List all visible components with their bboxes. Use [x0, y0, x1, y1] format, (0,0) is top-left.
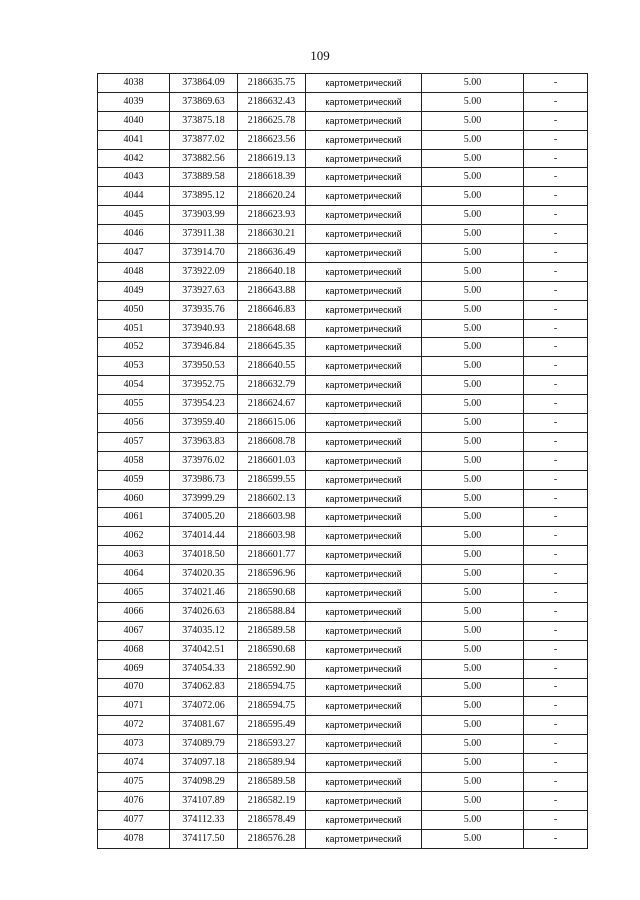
y-coordinate-cell: 2186624.67 [238, 395, 306, 414]
point-number-cell: 4075 [98, 772, 170, 791]
table-row [98, 508, 588, 527]
table-row [98, 319, 588, 338]
x-coordinate-cell: 374107.89 [170, 791, 238, 810]
y-coordinate-cell: 2186576.28 [238, 829, 306, 848]
x-coordinate-cell: 374072.06 [170, 697, 238, 716]
accuracy-cell: 5.00 [422, 130, 524, 149]
accuracy-cell: 5.00 [422, 187, 524, 206]
method-cell: картометрический [306, 489, 422, 508]
table-row [98, 376, 588, 395]
method-cell: картометрический [306, 791, 422, 810]
note-cell: - [524, 187, 588, 206]
x-coordinate-cell: 374117.50 [170, 829, 238, 848]
table-row [98, 244, 588, 263]
point-number-cell: 4051 [98, 319, 170, 338]
y-coordinate-cell: 2186625.78 [238, 111, 306, 130]
note-cell: - [524, 225, 588, 244]
point-number-cell: 4056 [98, 414, 170, 433]
note-cell: - [524, 791, 588, 810]
table-row [98, 111, 588, 130]
point-number-cell: 4039 [98, 92, 170, 111]
accuracy-cell: 5.00 [422, 791, 524, 810]
accuracy-cell: 5.00 [422, 168, 524, 187]
method-cell: картометрический [306, 432, 422, 451]
y-coordinate-cell: 2186582.19 [238, 791, 306, 810]
accuracy-cell: 5.00 [422, 678, 524, 697]
table-row [98, 489, 588, 508]
x-coordinate-cell: 374021.46 [170, 584, 238, 603]
table-row [98, 357, 588, 376]
y-coordinate-cell: 2186594.75 [238, 678, 306, 697]
note-cell: - [524, 602, 588, 621]
point-number-cell: 4071 [98, 697, 170, 716]
point-number-cell: 4041 [98, 130, 170, 149]
point-number-cell: 4061 [98, 508, 170, 527]
table-row [98, 810, 588, 829]
y-coordinate-cell: 2186623.93 [238, 206, 306, 225]
x-coordinate-cell: 373911.38 [170, 225, 238, 244]
x-coordinate-cell: 373927.63 [170, 281, 238, 300]
x-coordinate-cell: 373959.40 [170, 414, 238, 433]
method-cell: картометрический [306, 584, 422, 603]
x-coordinate-cell: 373875.18 [170, 111, 238, 130]
table-row [98, 565, 588, 584]
method-cell: картометрический [306, 74, 422, 93]
accuracy-cell: 5.00 [422, 300, 524, 319]
x-coordinate-cell: 373950.53 [170, 357, 238, 376]
point-number-cell: 4047 [98, 244, 170, 263]
x-coordinate-cell: 373882.56 [170, 149, 238, 168]
point-number-cell: 4055 [98, 395, 170, 414]
table-row [98, 470, 588, 489]
y-coordinate-cell: 2186636.49 [238, 244, 306, 263]
x-coordinate-cell: 374054.33 [170, 659, 238, 678]
method-cell: картометрический [306, 376, 422, 395]
table-row [98, 584, 588, 603]
point-number-cell: 4063 [98, 546, 170, 565]
y-coordinate-cell: 2186630.21 [238, 225, 306, 244]
note-cell: - [524, 111, 588, 130]
x-coordinate-cell: 373940.93 [170, 319, 238, 338]
x-coordinate-cell: 373922.09 [170, 262, 238, 281]
x-coordinate-cell: 373914.70 [170, 244, 238, 263]
accuracy-cell: 5.00 [422, 451, 524, 470]
table-row [98, 281, 588, 300]
note-cell: - [524, 470, 588, 489]
method-cell: картометрический [306, 659, 422, 678]
point-number-cell: 4059 [98, 470, 170, 489]
accuracy-cell: 5.00 [422, 111, 524, 130]
note-cell: - [524, 300, 588, 319]
method-cell: картометрический [306, 640, 422, 659]
method-cell: картометрический [306, 319, 422, 338]
accuracy-cell: 5.00 [422, 92, 524, 111]
note-cell: - [524, 338, 588, 357]
point-number-cell: 4052 [98, 338, 170, 357]
method-cell: картометрический [306, 111, 422, 130]
method-cell: картометрический [306, 602, 422, 621]
method-cell: картометрический [306, 754, 422, 773]
table-row [98, 659, 588, 678]
note-cell: - [524, 74, 588, 93]
accuracy-cell: 5.00 [422, 376, 524, 395]
y-coordinate-cell: 2186620.24 [238, 187, 306, 206]
y-coordinate-cell: 2186643.88 [238, 281, 306, 300]
table-row [98, 772, 588, 791]
note-cell: - [524, 168, 588, 187]
x-coordinate-cell: 374081.67 [170, 716, 238, 735]
accuracy-cell: 5.00 [422, 74, 524, 93]
x-coordinate-cell: 373986.73 [170, 470, 238, 489]
accuracy-cell: 5.00 [422, 414, 524, 433]
y-coordinate-cell: 2186592.90 [238, 659, 306, 678]
accuracy-cell: 5.00 [422, 206, 524, 225]
method-cell: картометрический [306, 281, 422, 300]
accuracy-cell: 5.00 [422, 659, 524, 678]
point-number-cell: 4064 [98, 565, 170, 584]
x-coordinate-cell: 374014.44 [170, 527, 238, 546]
note-cell: - [524, 414, 588, 433]
accuracy-cell: 5.00 [422, 565, 524, 584]
note-cell: - [524, 432, 588, 451]
point-number-cell: 4068 [98, 640, 170, 659]
x-coordinate-cell: 373963.83 [170, 432, 238, 451]
note-cell: - [524, 244, 588, 263]
table-row [98, 451, 588, 470]
accuracy-cell: 5.00 [422, 244, 524, 263]
accuracy-cell: 5.00 [422, 395, 524, 414]
point-number-cell: 4076 [98, 791, 170, 810]
accuracy-cell: 5.00 [422, 508, 524, 527]
y-coordinate-cell: 2186603.98 [238, 527, 306, 546]
method-cell: картометрический [306, 414, 422, 433]
accuracy-cell: 5.00 [422, 527, 524, 546]
note-cell: - [524, 621, 588, 640]
note-cell: - [524, 640, 588, 659]
table-row [98, 546, 588, 565]
note-cell: - [524, 206, 588, 225]
x-coordinate-cell: 374020.35 [170, 565, 238, 584]
note-cell: - [524, 376, 588, 395]
y-coordinate-cell: 2186599.55 [238, 470, 306, 489]
accuracy-cell: 5.00 [422, 640, 524, 659]
note-cell: - [524, 130, 588, 149]
table-row [98, 735, 588, 754]
table-row [98, 187, 588, 206]
x-coordinate-cell: 374089.79 [170, 735, 238, 754]
method-cell: картометрический [306, 621, 422, 640]
accuracy-cell: 5.00 [422, 489, 524, 508]
table-row [98, 640, 588, 659]
note-cell: - [524, 810, 588, 829]
table-row [98, 338, 588, 357]
x-coordinate-cell: 373903.99 [170, 206, 238, 225]
method-cell: картометрический [306, 546, 422, 565]
note-cell: - [524, 508, 588, 527]
method-cell: картометрический [306, 565, 422, 584]
method-cell: картометрический [306, 338, 422, 357]
note-cell: - [524, 489, 588, 508]
y-coordinate-cell: 2186595.49 [238, 716, 306, 735]
table-row [98, 716, 588, 735]
table-row [98, 225, 588, 244]
y-coordinate-cell: 2186645.35 [238, 338, 306, 357]
method-cell: картометрический [306, 262, 422, 281]
point-number-cell: 4066 [98, 602, 170, 621]
method-cell: картометрический [306, 678, 422, 697]
x-coordinate-cell: 373895.12 [170, 187, 238, 206]
note-cell: - [524, 281, 588, 300]
method-cell: картометрический [306, 829, 422, 848]
y-coordinate-cell: 2186615.06 [238, 414, 306, 433]
point-number-cell: 4074 [98, 754, 170, 773]
table-row [98, 414, 588, 433]
note-cell: - [524, 395, 588, 414]
table-row [98, 92, 588, 111]
y-coordinate-cell: 2186640.55 [238, 357, 306, 376]
method-cell: картометрический [306, 527, 422, 546]
point-number-cell: 4044 [98, 187, 170, 206]
y-coordinate-cell: 2186632.43 [238, 92, 306, 111]
x-coordinate-cell: 373877.02 [170, 130, 238, 149]
note-cell: - [524, 149, 588, 168]
point-number-cell: 4045 [98, 206, 170, 225]
accuracy-cell: 5.00 [422, 225, 524, 244]
table-row [98, 754, 588, 773]
y-coordinate-cell: 2186635.75 [238, 74, 306, 93]
point-number-cell: 4042 [98, 149, 170, 168]
accuracy-cell: 5.00 [422, 602, 524, 621]
x-coordinate-cell: 373889.58 [170, 168, 238, 187]
method-cell: картометрический [306, 168, 422, 187]
method-cell: картометрический [306, 300, 422, 319]
point-number-cell: 4073 [98, 735, 170, 754]
x-coordinate-cell: 373976.02 [170, 451, 238, 470]
method-cell: картометрический [306, 470, 422, 489]
point-number-cell: 4057 [98, 432, 170, 451]
note-cell: - [524, 527, 588, 546]
point-number-cell: 4049 [98, 281, 170, 300]
accuracy-cell: 5.00 [422, 772, 524, 791]
accuracy-cell: 5.00 [422, 735, 524, 754]
x-coordinate-cell: 374112.33 [170, 810, 238, 829]
y-coordinate-cell: 2186590.68 [238, 640, 306, 659]
accuracy-cell: 5.00 [422, 357, 524, 376]
note-cell: - [524, 92, 588, 111]
accuracy-cell: 5.00 [422, 754, 524, 773]
y-coordinate-cell: 2186619.13 [238, 149, 306, 168]
y-coordinate-cell: 2186646.83 [238, 300, 306, 319]
y-coordinate-cell: 2186623.56 [238, 130, 306, 149]
x-coordinate-cell: 374062.83 [170, 678, 238, 697]
accuracy-cell: 5.00 [422, 546, 524, 565]
note-cell: - [524, 678, 588, 697]
table-row [98, 527, 588, 546]
y-coordinate-cell: 2186589.58 [238, 621, 306, 640]
accuracy-cell: 5.00 [422, 149, 524, 168]
accuracy-cell: 5.00 [422, 319, 524, 338]
y-coordinate-cell: 2186588.84 [238, 602, 306, 621]
table-row [98, 602, 588, 621]
y-coordinate-cell: 2186640.18 [238, 262, 306, 281]
accuracy-cell: 5.00 [422, 697, 524, 716]
point-number-cell: 4077 [98, 810, 170, 829]
table-row [98, 697, 588, 716]
table-row [98, 395, 588, 414]
y-coordinate-cell: 2186578.49 [238, 810, 306, 829]
table-row [98, 149, 588, 168]
point-number-cell: 4062 [98, 527, 170, 546]
coordinates-table [97, 73, 588, 849]
table-row [98, 829, 588, 848]
x-coordinate-cell: 374035.12 [170, 621, 238, 640]
y-coordinate-cell: 2186648.68 [238, 319, 306, 338]
y-coordinate-cell: 2186596.96 [238, 565, 306, 584]
note-cell: - [524, 829, 588, 848]
x-coordinate-cell: 373952.75 [170, 376, 238, 395]
table-row [98, 432, 588, 451]
note-cell: - [524, 697, 588, 716]
point-number-cell: 4078 [98, 829, 170, 848]
method-cell: картометрический [306, 149, 422, 168]
method-cell: картометрический [306, 735, 422, 754]
note-cell: - [524, 565, 588, 584]
table-row [98, 206, 588, 225]
y-coordinate-cell: 2186608.78 [238, 432, 306, 451]
y-coordinate-cell: 2186618.39 [238, 168, 306, 187]
x-coordinate-cell: 374005.20 [170, 508, 238, 527]
accuracy-cell: 5.00 [422, 338, 524, 357]
y-coordinate-cell: 2186589.58 [238, 772, 306, 791]
table-row [98, 678, 588, 697]
note-cell: - [524, 735, 588, 754]
accuracy-cell: 5.00 [422, 281, 524, 300]
x-coordinate-cell: 374018.50 [170, 546, 238, 565]
point-number-cell: 4060 [98, 489, 170, 508]
table-row [98, 300, 588, 319]
point-number-cell: 4038 [98, 74, 170, 93]
method-cell: картометрический [306, 508, 422, 527]
method-cell: картометрический [306, 810, 422, 829]
note-cell: - [524, 357, 588, 376]
page-number: 109 [310, 48, 330, 63]
method-cell: картометрический [306, 92, 422, 111]
x-coordinate-cell: 373946.84 [170, 338, 238, 357]
note-cell: - [524, 659, 588, 678]
accuracy-cell: 5.00 [422, 716, 524, 735]
method-cell: картометрический [306, 357, 422, 376]
method-cell: картометрический [306, 225, 422, 244]
point-number-cell: 4046 [98, 225, 170, 244]
table-row [98, 130, 588, 149]
note-cell: - [524, 319, 588, 338]
accuracy-cell: 5.00 [422, 262, 524, 281]
note-cell: - [524, 716, 588, 735]
accuracy-cell: 5.00 [422, 470, 524, 489]
table-row [98, 621, 588, 640]
method-cell: картометрический [306, 206, 422, 225]
method-cell: картометрический [306, 395, 422, 414]
table-row [98, 168, 588, 187]
note-cell: - [524, 451, 588, 470]
point-number-cell: 4054 [98, 376, 170, 395]
method-cell: картометрический [306, 130, 422, 149]
x-coordinate-cell: 373864.09 [170, 74, 238, 93]
point-number-cell: 4065 [98, 584, 170, 603]
y-coordinate-cell: 2186594.75 [238, 697, 306, 716]
point-number-cell: 4048 [98, 262, 170, 281]
accuracy-cell: 5.00 [422, 584, 524, 603]
y-coordinate-cell: 2186602.13 [238, 489, 306, 508]
table-row [98, 74, 588, 93]
x-coordinate-cell: 374098.29 [170, 772, 238, 791]
method-cell: картометрический [306, 716, 422, 735]
point-number-cell: 4053 [98, 357, 170, 376]
point-number-cell: 4067 [98, 621, 170, 640]
y-coordinate-cell: 2186601.03 [238, 451, 306, 470]
method-cell: картометрический [306, 451, 422, 470]
accuracy-cell: 5.00 [422, 810, 524, 829]
x-coordinate-cell: 374026.63 [170, 602, 238, 621]
y-coordinate-cell: 2186589.94 [238, 754, 306, 773]
point-number-cell: 4058 [98, 451, 170, 470]
point-number-cell: 4050 [98, 300, 170, 319]
note-cell: - [524, 584, 588, 603]
y-coordinate-cell: 2186593.27 [238, 735, 306, 754]
point-number-cell: 4043 [98, 168, 170, 187]
x-coordinate-cell: 374042.51 [170, 640, 238, 659]
table-row [98, 262, 588, 281]
y-coordinate-cell: 2186603.98 [238, 508, 306, 527]
x-coordinate-cell: 374097.18 [170, 754, 238, 773]
note-cell: - [524, 262, 588, 281]
table-row [98, 791, 588, 810]
y-coordinate-cell: 2186601.77 [238, 546, 306, 565]
x-coordinate-cell: 373935.76 [170, 300, 238, 319]
point-number-cell: 4070 [98, 678, 170, 697]
coordinates-table-body [98, 74, 588, 849]
method-cell: картометрический [306, 244, 422, 263]
point-number-cell: 4069 [98, 659, 170, 678]
method-cell: картометрический [306, 772, 422, 791]
y-coordinate-cell: 2186632.79 [238, 376, 306, 395]
x-coordinate-cell: 373999.29 [170, 489, 238, 508]
method-cell: картометрический [306, 187, 422, 206]
y-coordinate-cell: 2186590.68 [238, 584, 306, 603]
note-cell: - [524, 546, 588, 565]
x-coordinate-cell: 373869.63 [170, 92, 238, 111]
point-number-cell: 4040 [98, 111, 170, 130]
note-cell: - [524, 772, 588, 791]
point-number-cell: 4072 [98, 716, 170, 735]
accuracy-cell: 5.00 [422, 621, 524, 640]
note-cell: - [524, 754, 588, 773]
x-coordinate-cell: 373954.23 [170, 395, 238, 414]
method-cell: картометрический [306, 697, 422, 716]
accuracy-cell: 5.00 [422, 829, 524, 848]
accuracy-cell: 5.00 [422, 432, 524, 451]
